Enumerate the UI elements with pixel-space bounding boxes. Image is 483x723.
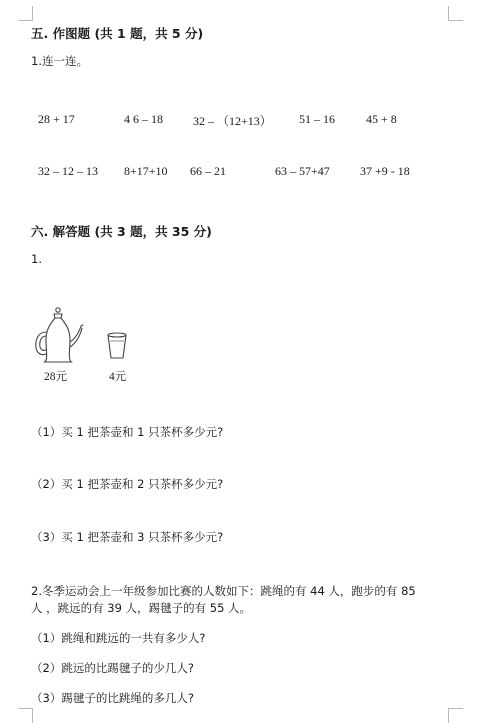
page-corner-mark (448, 6, 463, 21)
q2-subquestion-3: （3）踢毽子的比跳绳的多几人? (31, 691, 194, 705)
q2-subquestion-2: （2）跳远的比踢毽子的少几人? (31, 661, 194, 675)
section6-q1-label: 1. (31, 252, 42, 266)
teapot-icon (32, 306, 84, 364)
cup-icon (106, 332, 128, 360)
expression-row2-4: 63 – 57+47 (275, 164, 330, 178)
expression-row1-1: 28 + 17 (38, 112, 75, 126)
q2-text-line2: 人 ，跳远的有 39 人，踢毽子的有 55 人。 (31, 601, 252, 615)
section5-q1-label: 1.连一连。 (31, 54, 88, 68)
page-corner-mark (448, 708, 463, 723)
expression-row1-2: 4 6 – 18 (124, 112, 163, 126)
q1-subquestion-3: （3）买 1 把茶壶和 3 只茶杯多少元? (31, 530, 224, 544)
expression-row2-5: 37 +9 - 18 (360, 164, 410, 178)
q1-subquestion-1: （1）买 1 把茶壶和 1 只茶杯多少元? (31, 425, 224, 439)
q2-subquestion-1: （1）跳绳和跳远的一共有多少人? (31, 631, 206, 645)
teapot-price: 28元 (44, 371, 67, 383)
page-corner-mark (18, 708, 33, 723)
expression-row2-3: 66 – 21 (190, 164, 226, 178)
q1-subquestion-2: （2）买 1 把茶壶和 2 只茶杯多少元? (31, 477, 224, 491)
section6-title: 六. 解答题 (共 3 题，共 35 分) (31, 224, 212, 239)
expression-row1-4: 51 – 16 (299, 112, 335, 126)
expression-row1-3: 32 – （12+13） (193, 114, 272, 128)
page-corner-mark (18, 6, 33, 21)
expression-row2-1: 32 – 12 – 13 (38, 164, 98, 178)
expression-row1-5: 45 + 8 (366, 112, 397, 126)
section5-title: 五. 作图题 (共 1 题，共 5 分) (31, 26, 204, 41)
expression-row2-2: 8+17+10 (124, 164, 168, 178)
q2-text-line1: 2.冬季运动会上一年级参加比赛的人数如下：跳绳的有 44 人，跑步的有 85 (31, 584, 416, 598)
cup-price: 4元 (109, 371, 127, 383)
